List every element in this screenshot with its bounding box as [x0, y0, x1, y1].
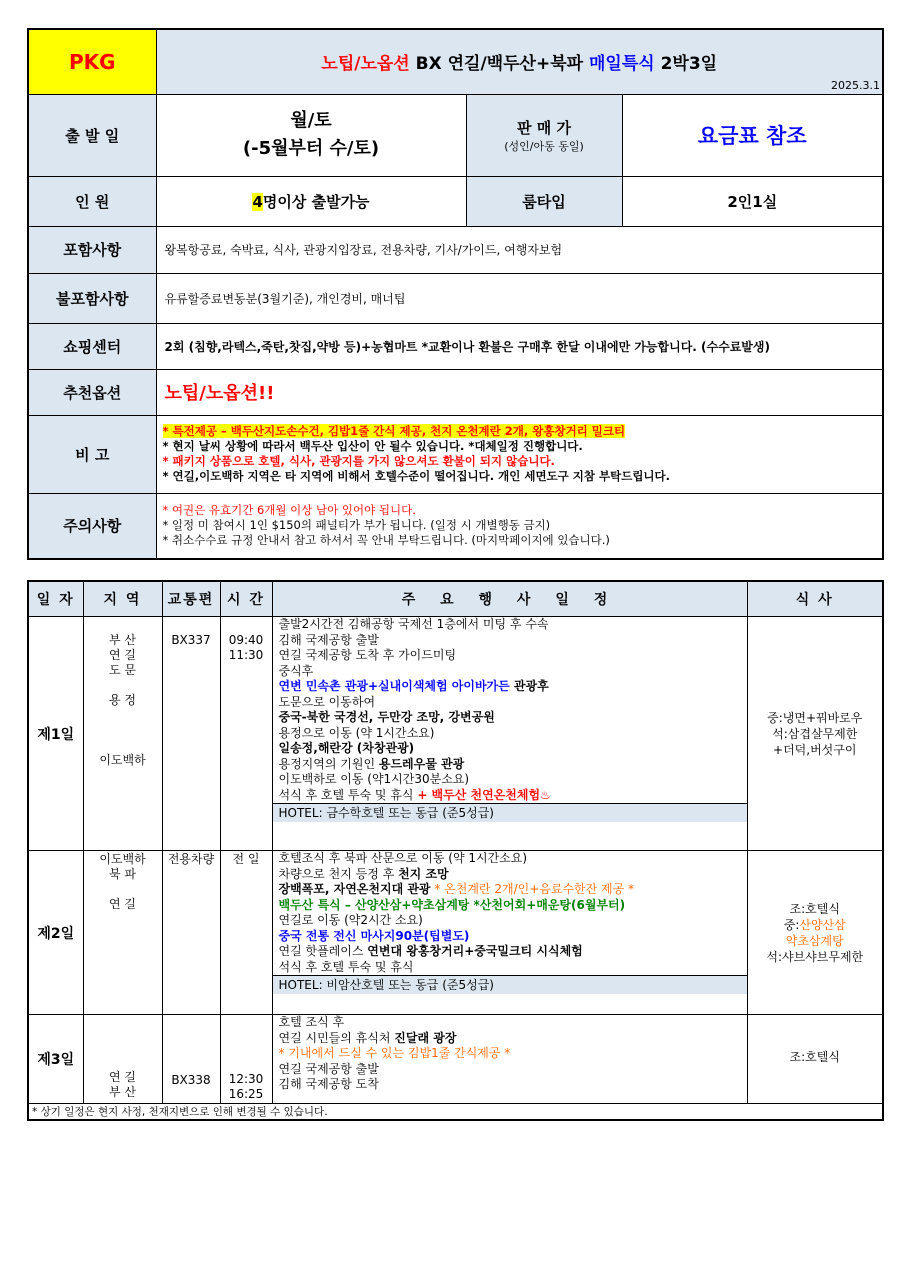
day2-time: 전 일 — [220, 851, 272, 1015]
day1-s12 — [273, 788, 747, 804]
day2-s3-a: 장백폭포, 자연온천지대 관광 — [278, 882, 431, 896]
itinerary-table — [27, 580, 884, 1121]
caution-label: 주의사항 — [28, 493, 156, 559]
day3-s4: 연길 국제공항 출발 — [278, 1061, 379, 1076]
day1-s4: 중식후 — [278, 663, 314, 678]
departure-line1: 월/토 — [290, 110, 332, 131]
people-value — [156, 176, 466, 226]
day2-s8: 석식 후 호텔 투숙 및 휴식 — [278, 959, 414, 974]
day2-meal2 — [748, 917, 883, 933]
day2-s1: 호텔조식 후 북파 산문으로 이동 (약 1시간소요) — [278, 851, 528, 865]
day2-s7-b: 연변대 왕홍창거리+중국밀크티 시식체험 — [367, 944, 583, 958]
itinerary-row-day3 — [28, 1015, 883, 1104]
day2-transport: 전용차량 — [162, 851, 220, 1015]
included-label: 포함사항 — [28, 226, 156, 273]
day1-s10-a: 용정지역의 기원인 — [278, 756, 379, 771]
day1-meal1: 중:냉면+꿔바로우 — [767, 710, 863, 725]
day3-s1: 호텔 조식 후 — [278, 1015, 345, 1029]
remark-4: * 연길,이도백하 지역은 타 지역에 비해서 호텔수준이 떨어집니다. 개인 세면도구 지참 부탁드립니다. — [162, 469, 671, 483]
day3-transport: BX338 — [162, 1015, 220, 1104]
day2-s4: 백두산 특식 – 산양산삼+약초삼계탕 *산천어회+매운탕(6월부터) — [278, 897, 626, 912]
caution-list — [156, 493, 883, 559]
day1-meals — [747, 617, 883, 851]
day1-region: 부 산 연 길 도 문 용 정 이도백하 — [83, 617, 162, 851]
day2-meal1: 조:호텔식 — [789, 901, 840, 916]
pkg-badge: PKG — [28, 29, 156, 94]
day3-label: 제3일 — [28, 1015, 83, 1104]
day1-label: 제1일 — [28, 617, 83, 851]
day2-s5: 연길로 이동 (약2시간 소요) — [278, 913, 423, 927]
day2-s7-a: 연길 핫플레이스 — [278, 944, 368, 958]
remark-1: * 특전제공 – 백두산지도손수건, 김밥1줄 간식 제공, 천지 온천계란 2개, 왕홍창거리 밀크티 — [162, 424, 626, 438]
day2-region: 이도백하 북 파 연 길 — [83, 851, 162, 1015]
col-day: 일 자 — [28, 581, 83, 617]
remarks-label: 비 고 — [28, 415, 156, 493]
day1-s5-rest: 관광후 — [509, 679, 549, 693]
day1-meal3: +더덕,버섯구이 — [773, 742, 857, 757]
day3-s5: 김해 국제공항 도착 — [278, 1077, 379, 1091]
day1-s5-highlight: 연변 민속촌 관광+실내이색체험 아이바가든 — [278, 679, 510, 693]
shopping-label: 쇼핑센터 — [28, 323, 156, 369]
col-schedule: 주 요 행 사 일 정 — [272, 581, 747, 617]
day3-meals — [747, 1015, 883, 1104]
departure-label: 출 발 일 — [28, 94, 156, 176]
title-special: 매일특식 — [588, 54, 655, 75]
day3-region: 연 길 부 산 — [83, 1015, 162, 1104]
price-label-sub: (성인/아동 동일) — [504, 139, 584, 153]
day3-schedule — [272, 1015, 747, 1104]
col-meal: 식 사 — [747, 581, 883, 617]
title-route: BX 연길/백두산+북파 — [409, 54, 589, 75]
itinerary-row-day1 — [28, 617, 883, 851]
remarks-list — [156, 415, 883, 493]
day1-s12-a: 석식 후 호텔 투숙 및 휴식 — [278, 787, 418, 802]
summary-table — [27, 28, 884, 560]
day1-s8: 용정으로 이동 (약 1시간소요) — [278, 725, 435, 740]
col-region: 지 역 — [83, 581, 162, 617]
day3-s2-b: 진달래 광장 — [394, 1030, 457, 1045]
day3-s2 — [273, 1031, 747, 1047]
room-label: 룸타입 — [466, 176, 622, 226]
day3-meal1: 조:호텔식 — [789, 1050, 840, 1064]
day1-s3: 연길 국제공항 도착 후 가이드미팅 — [278, 648, 457, 662]
people-min: 4 — [252, 192, 263, 211]
col-transport: 교통편 — [162, 581, 220, 617]
excluded-value: 유류할증료변동분(3월기준), 개인경비, 매너팁 — [156, 273, 883, 323]
day3-time: 12:30 16:25 — [220, 1015, 272, 1104]
day2-s7 — [273, 944, 747, 960]
day1-transport: BX337 — [162, 617, 220, 851]
day1-schedule — [272, 617, 747, 851]
excluded-label: 불포함사항 — [28, 273, 156, 323]
price-value: 요금표 참조 — [622, 94, 883, 176]
title-duration: 2박3일 — [654, 54, 718, 75]
page-title — [156, 29, 883, 94]
footnote: * 상기 일정은 현지 사정, 천재지변으로 인해 변경될 수 있습니다. — [28, 1104, 883, 1121]
col-time: 시 간 — [220, 581, 272, 617]
day1-s10-b: 용드레우물 관광 — [378, 756, 465, 771]
people-text: 명이상 출발가능 — [262, 192, 370, 211]
day1-meal2: 석:삼겹살무제한 — [772, 726, 858, 741]
day2-s2-b: 천지 조망 — [398, 866, 449, 881]
day1-s1: 출발2시간전 김해공항 국제선 1층에서 미팅 후 수속 — [278, 617, 549, 631]
day2-meals — [747, 851, 883, 1015]
day1-time: 09:40 11:30 — [220, 617, 272, 851]
option-value: 노팁/노옵션!! — [156, 369, 883, 415]
day2-meal4: 석:샤브샤브무제한 — [766, 949, 864, 964]
day1-hotel: HOTEL: 금수학호텔 또는 동급 (준5성급) — [273, 803, 747, 822]
day2-s2 — [273, 867, 747, 883]
caution-1: * 여권은 유효기간 6개월 이상 남아 있어야 됩니다. — [162, 503, 416, 518]
option-label: 추천옵션 — [28, 369, 156, 415]
day2-hotel: HOTEL: 비암산호텔 또는 동급 (준5성급) — [273, 975, 747, 994]
day2-schedule — [272, 851, 747, 1015]
day3-s3: * 기내에서 드실 수 있는 김밥1줄 간식제공 * — [278, 1046, 511, 1060]
remark-3: * 패키지 상품으로 호텔, 식사, 관광지를 가지 않으셔도 환불이 되지 않습니다. — [162, 454, 555, 468]
day1-s11: 이도백하로 이동 (약1시간30분소요) — [278, 772, 470, 786]
included-value: 왕복항공료, 숙박료, 식사, 관광지입장료, 전용차량, 기사/가이드, 여행자보험 — [156, 226, 883, 273]
day2-s3-b: * 온천계란 2개/인+음료수한잔 제공 * — [430, 882, 635, 896]
issue-date: 2025.3.1 — [831, 78, 881, 92]
day1-s12-b: + 백두산 천연온천체험♨ — [417, 787, 551, 802]
day2-meal3: 약초삼계탕 — [785, 933, 844, 948]
day3-s2-a: 연길 시민들의 휴식처 — [278, 1030, 395, 1045]
price-label — [466, 94, 622, 176]
day1-s7: 중국-북한 국경선, 두만강 조망, 강변공원 — [278, 710, 495, 724]
remark-2: * 현지 날씨 상황에 따라서 백두산 입산이 안 될수 있습니다. *대체일정 진행합니다. — [162, 439, 583, 453]
room-value: 2인1실 — [622, 176, 883, 226]
departure-line2: (-5월부터 수/토) — [242, 138, 380, 159]
caution-3: * 취소수수료 규정 안내서 참고 하셔서 꼭 안내 부탁드립니다. (마지막페이지에 있습니다.) — [162, 533, 610, 548]
day1-s10 — [273, 757, 747, 773]
price-label-main: 판 매 가 — [517, 118, 571, 137]
day2-s2-a: 차량으로 천지 등정 후 — [278, 866, 399, 881]
day2-meal2-b: 산양산삼 — [799, 917, 846, 932]
departure-value — [156, 94, 466, 176]
day2-s3 — [273, 882, 747, 898]
day1-s2: 김해 국제공항 출발 — [278, 632, 379, 647]
shopping-value: 2회 (침향,라텍스,죽탄,찻집,약방 등)+농협마트 *교환이나 환불은 구매후 한달 이내에만 가능합니다. (수수료발생) — [156, 323, 883, 369]
day2-label: 제2일 — [28, 851, 83, 1015]
day1-s6: 도문으로 이동하여 — [278, 694, 376, 709]
title-noTip: 노팁/노옵션 — [321, 54, 410, 75]
itinerary-row-day2 — [28, 851, 883, 1015]
day1-s5 — [273, 679, 747, 695]
caution-2: * 일정 미 참여시 1인 $150의 패널티가 부가 됩니다. (일정 시 개별행동 금지) — [162, 518, 551, 533]
day2-s6: 중국 전통 전신 마사지90분(팁별도) — [278, 928, 470, 943]
day1-s9: 일송정,해란강 (차창관광) — [278, 741, 415, 755]
day2-meal2-a: 중: — [783, 917, 800, 932]
people-label: 인 원 — [28, 176, 156, 226]
